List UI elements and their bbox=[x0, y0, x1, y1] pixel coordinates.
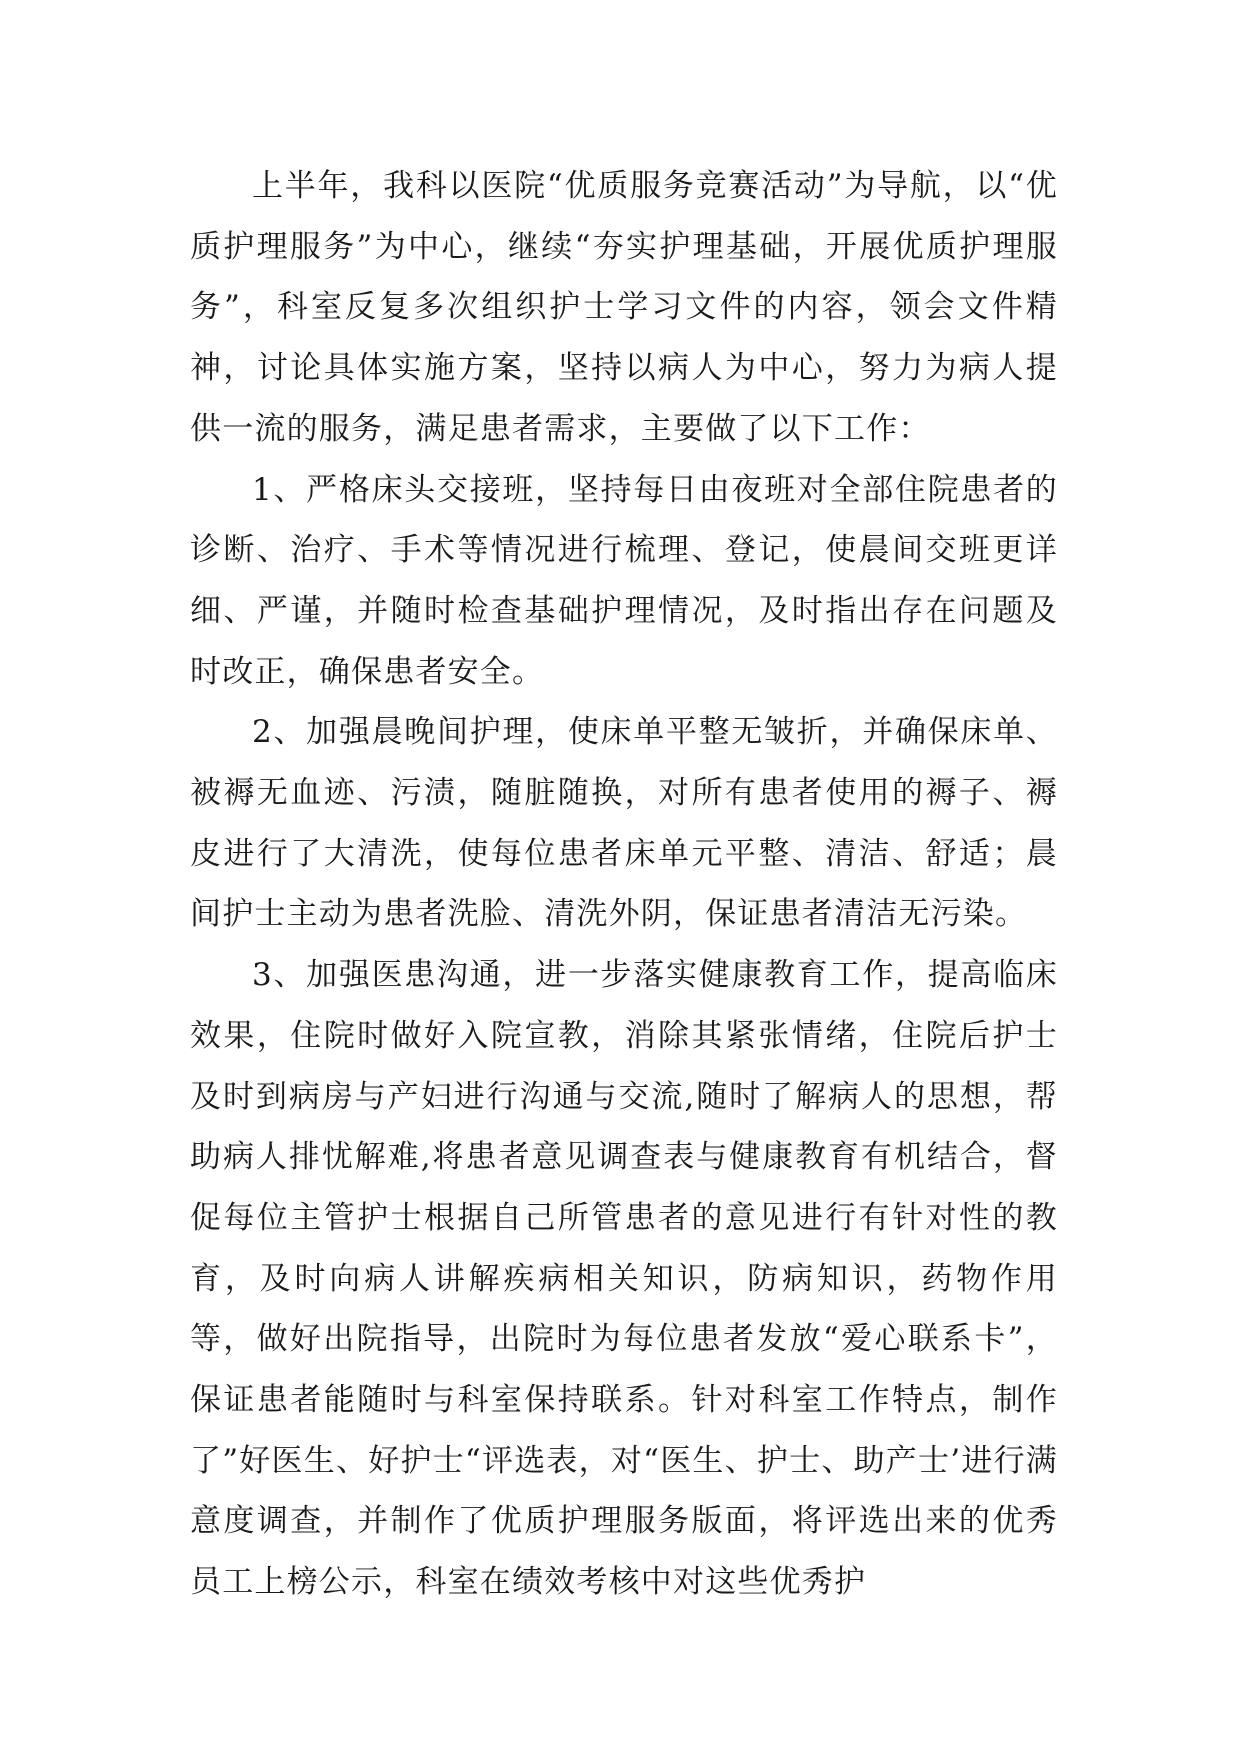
paragraph-item-1: 1、严格床头交接班，坚持每日由夜班对全部住院患者的诊断、治疗、手术等情况进行梳理、登记，使晨间交班更详细、严谨，并随时检查基础护理情况，及时指出存在问题及时改正，确保患者安全。 bbox=[190, 471, 1058, 690]
paragraph-item-2: 2、加强晨晚间护理，使床单平整无皱折，并确保床单、被褥无血迹、污渍，随脏随换，对所有患者使用的褥子、褥皮进行了大清洗，使每位患者床单元平整、清洁、舒适；晨间护士主动为患者洗脸、清洗外阴，保证患者清洁无污染。 bbox=[190, 714, 1058, 933]
paragraph-item-3: 3、加强医患沟通，进一步落实健康教育工作，提高临床效果，住院时做好入院宣教，消除其紧张情绪，住院后护士及时到病房与产妇进行沟通与交流,随时了解病人的思想，帮助病人排忧解难,将患者意见调查表与健康教育有机结合，督促每位主管护士根据自己所管患者的意见进行有针对性的教育，及时向病人讲解疾病相关知识，防病知识，药物作用等，做好出院指导，出院时为每位患者发放“爱心联系卡”，保证患者能随时与科室保持联系。针对科室工作特点，制作了”好医生、好护士“评选表，对“医生、护士、助产士’进行满意度调查，并制作了优质护理服务版面，将评选出来的优秀员工上榜公示，科室在绩效考核中对这些优秀护 bbox=[190, 957, 1058, 1601]
paragraph-intro: 上半年，我科以医院“优质服务竞赛活动”为导航，以“优质护理服务”为中心，继续“夯实护理基础，开展优质护理服务”，科室反复多次组织护士学习文件的内容，领会文件精神，讨论具体实施方案，坚持以病人为中心，努力为病人提供一流的服务，满足患者需求，主要做了以下工作： bbox=[190, 168, 1058, 447]
document-body bbox=[190, 156, 1058, 1613]
